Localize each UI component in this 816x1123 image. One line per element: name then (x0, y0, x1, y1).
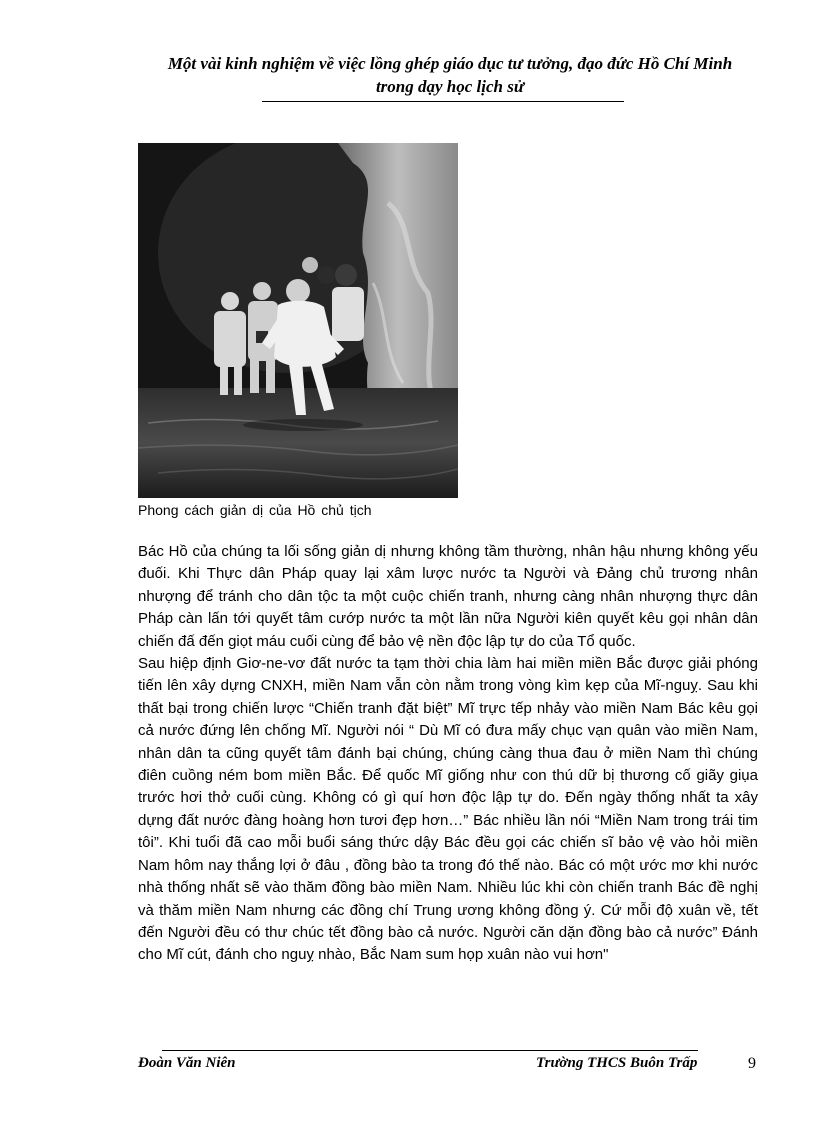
cave-photo (138, 143, 458, 498)
body-text (138, 541, 758, 967)
footer-author: Đoàn Văn Niên (138, 1055, 236, 1071)
footer-school: Trường THCS Buôn Trấp (536, 1055, 698, 1071)
header-title-line-1: Một vài kinh nghiệm về việc lồng ghép giáo dục tư tưởng, đạo đức Hồ Chí Minh (167, 54, 733, 73)
header-title-line-2: trong dạy học lịch sử (375, 77, 525, 96)
header-rule (262, 101, 624, 102)
footer-rule (162, 1050, 698, 1051)
paragraph-2: Sau hiệp định Giơ-ne-vơ đất nước ta tạm thời chia làm hai miền miền Bắc được giải phóng tiến lên xây dựng CNXH, miền Nam vẫn còn nằm trong vòng kìm kẹp của Mĩ-nguỵ. Sau khi thất bại trong chiến lược “Chiến tranh đặt biệt” Mĩ trực tếp nhảy vào miền Nam Bác kêu gọi cả nước đứng lên chống Mĩ. Người nói “ Dù Mĩ có đưa mấy chục vạn quân vào miền Nam, nhân dân ta cũng quyết tâm đánh bại chúng, chúng càng thua đau ở miền Nam thì chúng điên cuồng ném bom miền Bắc. Để quốc Mĩ giống như con thú dữ bị thương cố giãy giụa trước hơi thở cuối cùng. Không có gì quí hơn độc lập tự do. Đến ngày thống nhất ta xây dựng đất nước đàng hoàng hơn tươi đẹp hơn…” Bác nhiều lần nói “Miền Nam trong trái tim tôi”. Khi tuổi đã cao mỗi buổi sáng thức dậy Bác đều gọi các chiến sĩ bảo vệ vào hỏi miền Nam hôm nay thắng lợi ở đâu , đồng bào ta trong đó thế nào. Bác có một ước mơ khi nước nhà thống nhất sẽ vào thăm đồng bào miền Nam. Nhiều lúc khi còn chiến tranh Bác đề nghị và thăm miền Nam nhưng các đồng chí Trung ương không đồng ý. Cứ mỗi độ xuân về, tết đến Người đều có thư chúc tết đồng bào cả nước. Người căn dặn đồng bào cả nước” Đánh cho Mĩ cút, đánh cho nguỵ nhào, Bắc Nam sum họp xuân nào vui hơn" (138, 655, 758, 964)
page-header-title (130, 52, 770, 98)
photo-caption: Phong cách giản dị của Hồ chủ tịch (138, 502, 372, 518)
paragraph-1: Bác Hồ của chúng ta lối sống giản dị nhưng không tầm thường, nhân hậu nhưng không yếu đuối. Khi Thực dân Pháp quay lại xâm lược nước ta Người và Đảng chủ trương nhân nhượng để tránh cho dân tộc ta một cuộc chiến tranh, nhưng càng nhân nhượng thực dân Pháp càn lấn tới quyết tâm cướp nước ta một lần nữa Người kiên quyết kêu gọi nhân dân chiến đấ đến giọt máu cuối cùng để bảo vệ nền độc lập tự do của Tổ quốc. (138, 543, 758, 650)
page-number: 9 (748, 1055, 756, 1072)
